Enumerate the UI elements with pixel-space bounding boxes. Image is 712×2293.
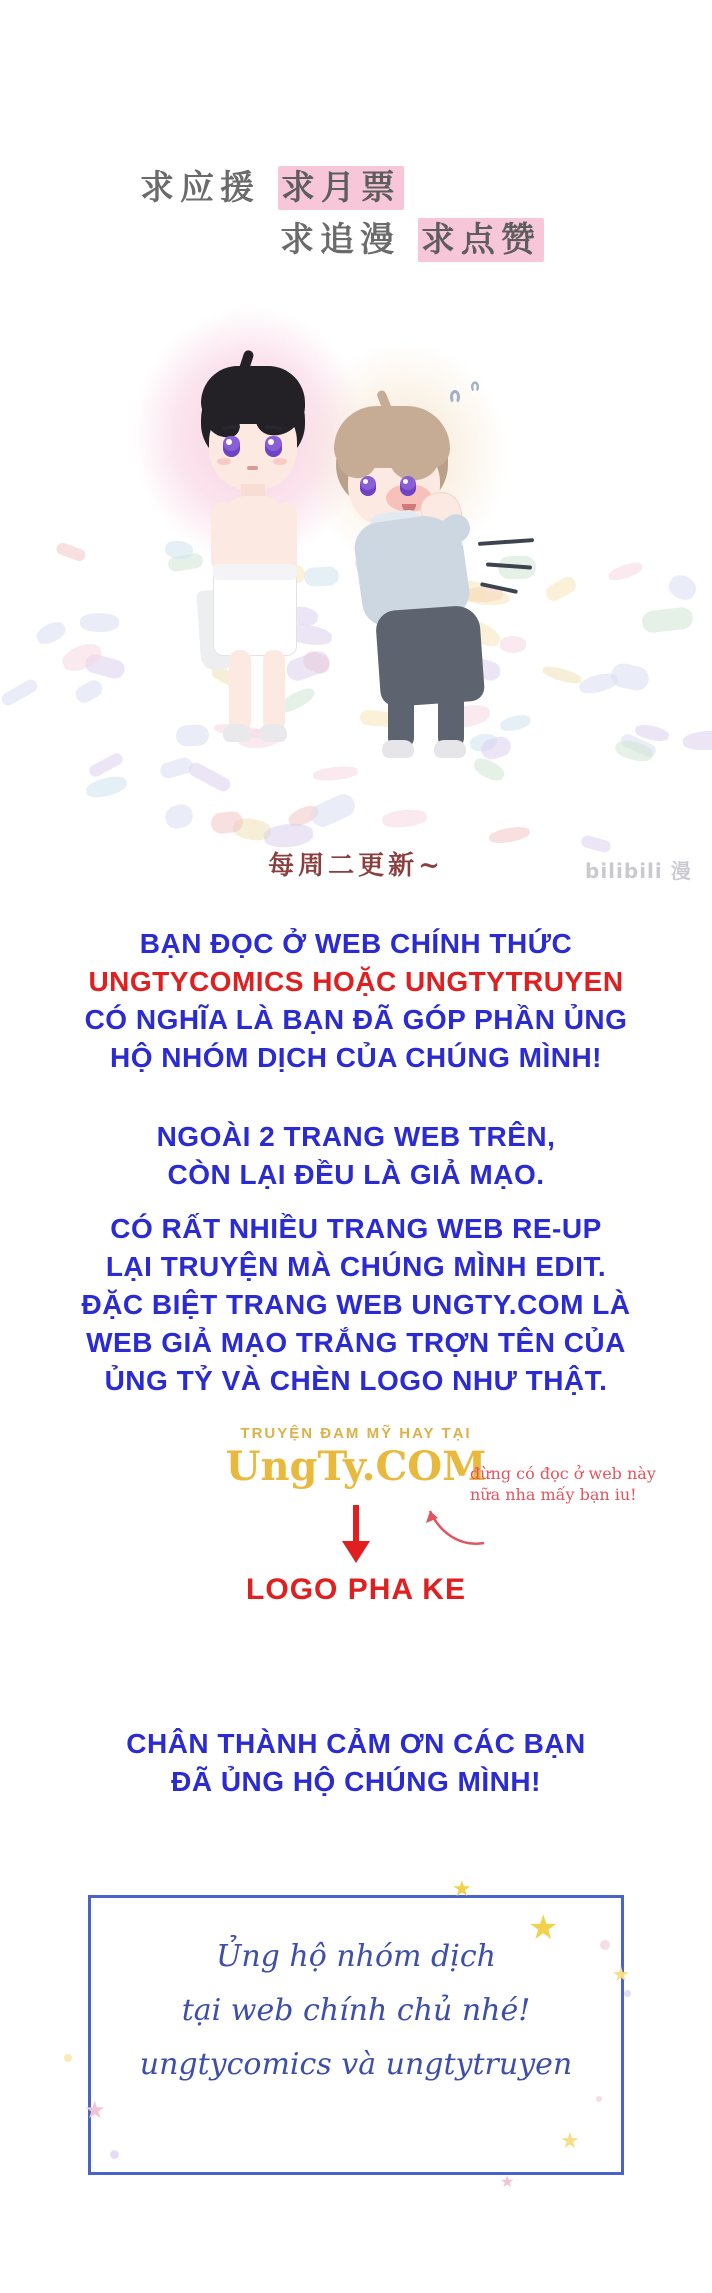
handwritten-warning-note: đừng có đọc ở web này nữa nha mấy bạn iu!	[470, 1464, 656, 1504]
motion-line-3	[480, 582, 518, 594]
motion-line-2	[486, 562, 532, 569]
notice-line: ĐẶC BIỆT TRANG WEB UNGTY.COM LÀ	[81, 1289, 631, 1320]
confetti-shape	[609, 661, 651, 692]
confetti-shape	[87, 751, 124, 779]
confetti-shape	[665, 571, 700, 604]
confetti-shape	[34, 618, 69, 647]
notice-block-1	[0, 925, 712, 1077]
notice-line: UNGTYCOMICS HOẶC UNGTYTRUYEN	[88, 966, 624, 997]
confetti-shape	[607, 560, 644, 584]
confetti-shape	[613, 738, 654, 765]
notice-block-3	[0, 1210, 712, 1400]
fake-logo-caption: TRUYỆN ĐAM MỸ HAY TẠI	[240, 1425, 472, 1442]
notice-line: CÓ NGHĨA LÀ BẠN ĐÃ GÓP PHẦN ỦNG	[84, 1004, 628, 1035]
notice-line: NGOÀI 2 TRANG WEB TRÊN,	[156, 1121, 556, 1152]
star-decoration: ★	[84, 2097, 106, 2124]
banner-line-1-part-2: 求月票	[278, 166, 404, 210]
confetti-shape	[543, 574, 579, 604]
notice-line: ĐÃ ỦNG HỘ CHÚNG MÌNH!	[171, 1766, 541, 1797]
slipper-left	[223, 724, 251, 742]
confetti-shape	[55, 541, 87, 562]
notice-block-4	[0, 1725, 712, 1801]
fake-logo-label: LOGO PHA KE	[246, 1573, 466, 1606]
footer-line-1: Ủng hộ nhóm dịch	[216, 1939, 496, 1974]
confetti-shape	[541, 664, 583, 686]
fake-logo-callout	[0, 1425, 712, 1685]
notice-line: CHÂN THÀNH CẢM ƠN CÁC BẠN	[126, 1728, 586, 1759]
star-decoration: ★	[500, 2174, 515, 2191]
banner-line-1	[140, 160, 404, 209]
notice-block-2	[0, 1118, 712, 1194]
steam-puff-1	[450, 390, 460, 404]
eye-right	[400, 476, 416, 496]
character-dark-haired-boy	[175, 350, 345, 770]
slipper-left	[382, 740, 414, 758]
eye-left	[360, 476, 376, 496]
banner-line-2-part-2: 求点赞	[418, 218, 544, 262]
steam-puff-2	[471, 381, 479, 392]
notice-line: LẠI TRUYỆN MÀ CHÚNG MÌNH EDIT.	[105, 1251, 607, 1282]
notice-line: ỦNG TỶ VÀ CHÈN LOGO NHƯ THẬT.	[104, 1365, 608, 1396]
confetti-shape	[488, 825, 531, 846]
leg-right	[263, 650, 285, 732]
dot-decoration	[64, 2054, 72, 2062]
star-decoration: ★	[560, 2128, 580, 2153]
confetti-shape	[307, 790, 358, 830]
dot-decoration	[624, 1990, 631, 1997]
banner-line-2	[280, 212, 544, 261]
footer-message	[88, 1930, 624, 2092]
star-decoration: ★	[452, 1876, 472, 1901]
leg-left	[229, 650, 251, 732]
character-light-haired-boy	[330, 380, 540, 780]
slipper-right	[259, 724, 287, 742]
notice-line: CÒN LẠI ĐỀU LÀ GIẢ MẠO.	[167, 1159, 545, 1190]
chinese-support-banner	[0, 150, 712, 280]
leg-right	[438, 686, 464, 748]
footer-line-2: tại web chính chủ nhé!	[181, 1993, 531, 2028]
slipper-right	[434, 740, 466, 758]
motion-line-1	[478, 538, 534, 546]
star-decoration: ★	[612, 1964, 630, 1986]
dot-decoration	[110, 2150, 119, 2159]
star-decoration: ★	[528, 1909, 559, 1947]
confetti-shape	[381, 808, 427, 829]
confetti-shape	[80, 613, 119, 632]
confetti-shape	[0, 677, 40, 708]
confetti-shape	[682, 729, 712, 751]
weekly-update-note: 每周二更新~	[268, 851, 444, 881]
blush-left	[217, 458, 231, 465]
blush-right	[273, 458, 287, 465]
dot-decoration	[596, 2096, 602, 2102]
banner-line-1-part-1: 求应援	[140, 168, 260, 208]
banner-line-2-part-1: 求追漫	[280, 220, 400, 260]
towel-wrap	[213, 564, 297, 656]
leg-left	[388, 686, 414, 748]
notice-line: WEB GIẢ MẠO TRẮNG TRỢN TÊN CỦA	[86, 1327, 626, 1358]
chibi-illustration	[0, 280, 712, 900]
fake-logo-wordmark: UngTy.COM	[225, 1443, 487, 1490]
eye-left	[223, 436, 240, 457]
down-arrow-icon	[338, 1503, 374, 1565]
confetti-shape	[641, 606, 694, 634]
curved-arrow-icon	[420, 1503, 490, 1549]
bilibili-watermark: bilibili 漫	[585, 859, 692, 883]
footer-line-3: ungtycomics và ungtytruyen	[139, 2047, 573, 2082]
eye-right	[265, 436, 282, 457]
confetti-shape	[73, 677, 106, 706]
hair-front-shape	[201, 366, 305, 424]
notice-line: HỘ NHÓM DỊCH CỦA CHÚNG MÌNH!	[109, 1042, 603, 1073]
notice-line: CÓ RẤT NHIỀU TRANG WEB RE-UP	[110, 1213, 602, 1244]
confetti-shape	[162, 802, 195, 832]
hair-front-shape	[334, 406, 450, 468]
mouth	[247, 466, 258, 470]
confetti-shape	[84, 773, 128, 800]
notice-line: BẠN ĐỌC Ở WEB CHÍNH THỨC	[139, 928, 573, 959]
dot-decoration	[600, 1940, 610, 1950]
